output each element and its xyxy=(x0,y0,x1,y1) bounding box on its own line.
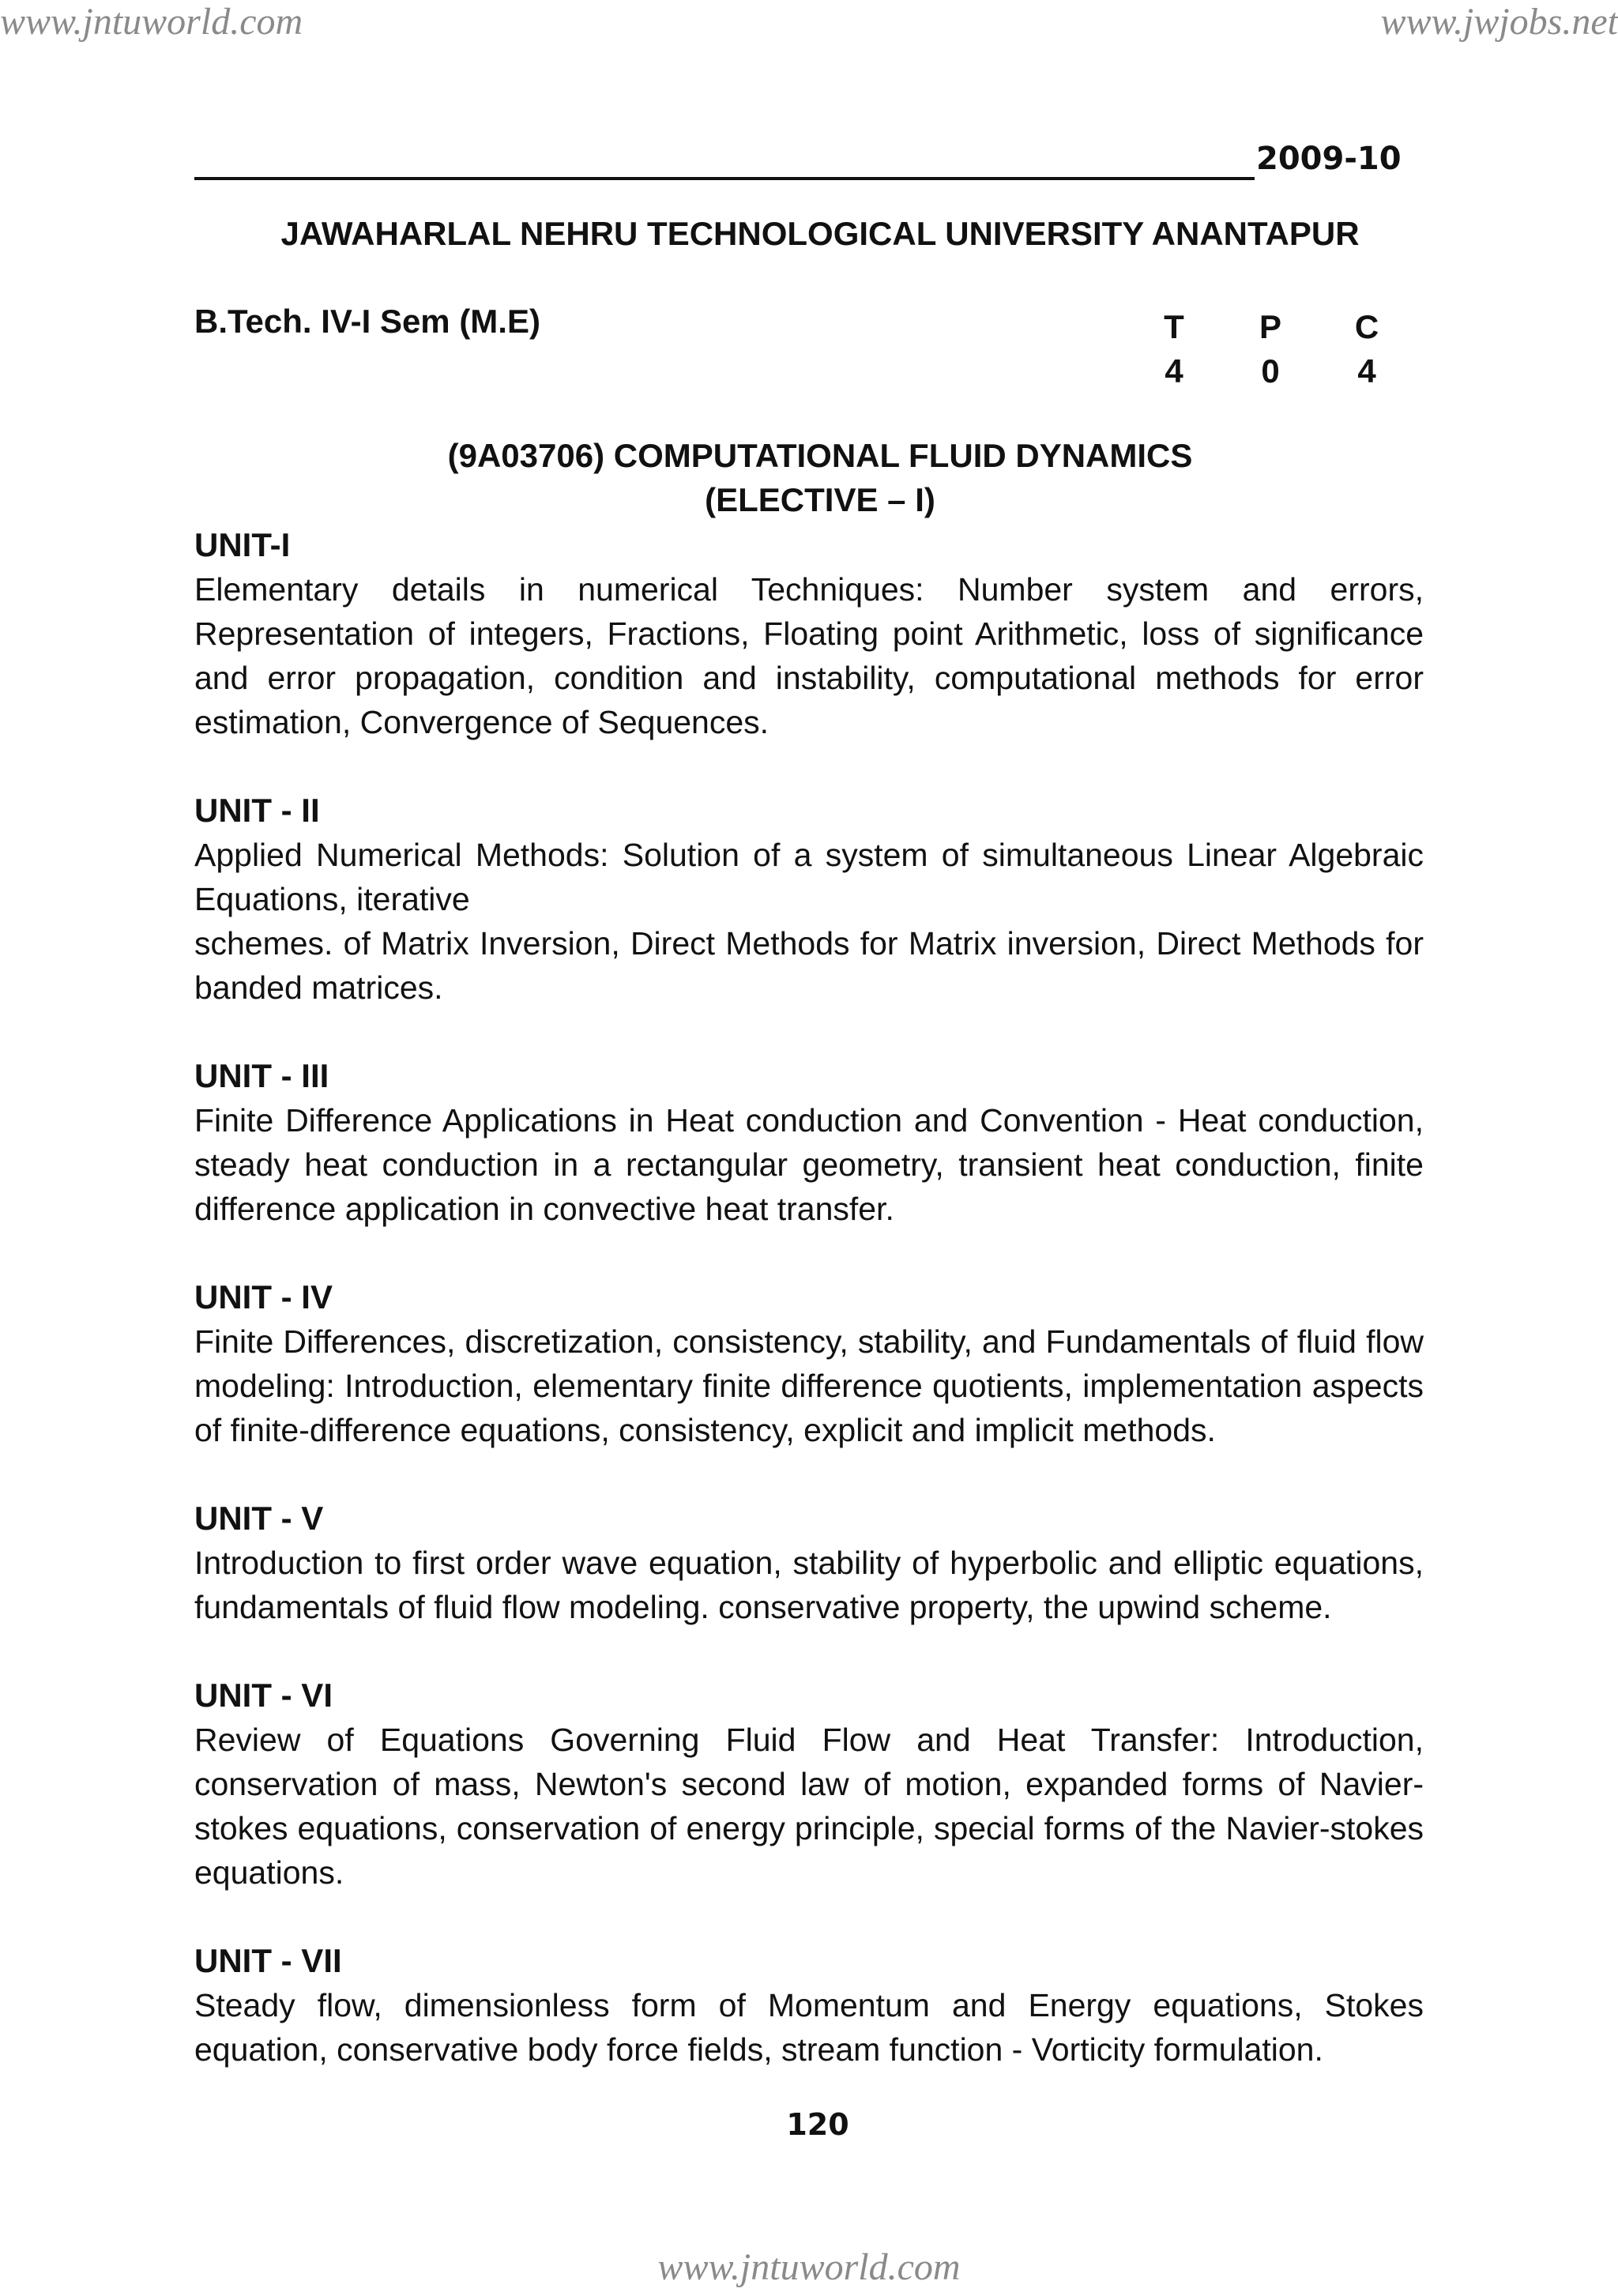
unit-body-line: schemes. of Matrix Inversion, Direct Methods for Matrix inversion, Direct Methods for banded matrices. xyxy=(194,925,1424,1006)
unit-title: UNIT - V xyxy=(194,1500,324,1537)
unit-title: UNIT - VII xyxy=(194,1942,342,1979)
watermark-top-left: www.jntuworld.com xyxy=(0,1,303,43)
course-title: (9A03706) COMPUTATIONAL FLUID DYNAMICS xyxy=(447,437,1193,474)
semester-label: B.Tech. IV-I Sem (M.E) xyxy=(194,303,540,340)
academic-year: 2009-10 xyxy=(1256,141,1402,177)
watermark-top-right: www.jwjobs.net xyxy=(1380,1,1618,43)
page-number: 120 xyxy=(786,2107,849,2142)
unit-body xyxy=(194,833,1424,1010)
unit-title: UNIT - VI xyxy=(194,1677,333,1714)
unit-body: Elementary details in numerical Techniques: Number system and errors, Representation of integers, Fractions, Floating point Arithmetic, loss of significance and error propagation, condition and instability, computational methods for error estimation, Convergence of Sequences. xyxy=(194,571,1424,740)
tpc-value: 4 xyxy=(1357,352,1376,390)
unit-body: Finite Differences, discretization, consistency, stability, and Fundamentals of fluid flow modeling: Introduction, elementary finite difference quotients, implementation aspects of finite-difference equations, consistency, explicit and implicit methods. xyxy=(194,1323,1424,1448)
tpc-column-c xyxy=(1343,305,1390,393)
unit-3 xyxy=(194,1054,1424,1231)
tpc-label: T xyxy=(1164,308,1184,345)
unit-body: Review of Equations Governing Fluid Flow and Heat Transfer: Introduction, conservation of mass, Newton's second law of motion, expanded forms of Navier-stokes equations, conservation of energy principle, special forms of the Navier-stokes equations. xyxy=(194,1722,1424,1891)
tpc-column-t xyxy=(1150,305,1198,393)
watermark-bottom: www.jntuworld.com xyxy=(657,2246,961,2288)
unit-title: UNIT - IV xyxy=(194,1278,333,1315)
unit-title: UNIT - III xyxy=(194,1057,329,1094)
unit-body: Steady flow, dimensionless form of Momentum and Energy equations, Stokes equation, conservative body force fields, stream function - Vorticity formulation. xyxy=(194,1987,1424,2068)
unit-7 xyxy=(194,1939,1424,2072)
unit-body: Introduction to first order wave equation, stability of hyperbolic and elliptic equations, fundamentals of fluid flow modeling. conservative property, the upwind scheme. xyxy=(194,1545,1424,1625)
header-rule xyxy=(194,177,1255,180)
tpc-label: P xyxy=(1259,308,1281,345)
tpc-column-p xyxy=(1247,305,1294,393)
unit-title: UNIT - II xyxy=(194,792,320,829)
unit-body: Finite Difference Applications in Heat conduction and Convention - Heat conduction, steady heat conduction in a rectangular geometry, transient heat conduction, finite difference application in convective heat transfer. xyxy=(194,1102,1424,1227)
tpc-label: C xyxy=(1354,308,1379,345)
university-name: JAWAHARLAL NEHRU TECHNOLOGICAL UNIVERSITY ANANTAPUR xyxy=(280,215,1360,252)
unit-body-line: Applied Numerical Methods: Solution of a system of simultaneous Linear Algebraic Equations, iterative xyxy=(194,837,1424,917)
unit-2 xyxy=(194,789,1424,1010)
course-elective: (ELECTIVE – I) xyxy=(705,481,935,518)
unit-6 xyxy=(194,1673,1424,1895)
tpc-value: 0 xyxy=(1261,352,1280,390)
tpc-value: 4 xyxy=(1165,352,1183,390)
unit-4 xyxy=(194,1275,1424,1452)
unit-title: UNIT-I xyxy=(194,526,291,563)
unit-1 xyxy=(194,523,1424,744)
unit-5 xyxy=(194,1496,1424,1629)
